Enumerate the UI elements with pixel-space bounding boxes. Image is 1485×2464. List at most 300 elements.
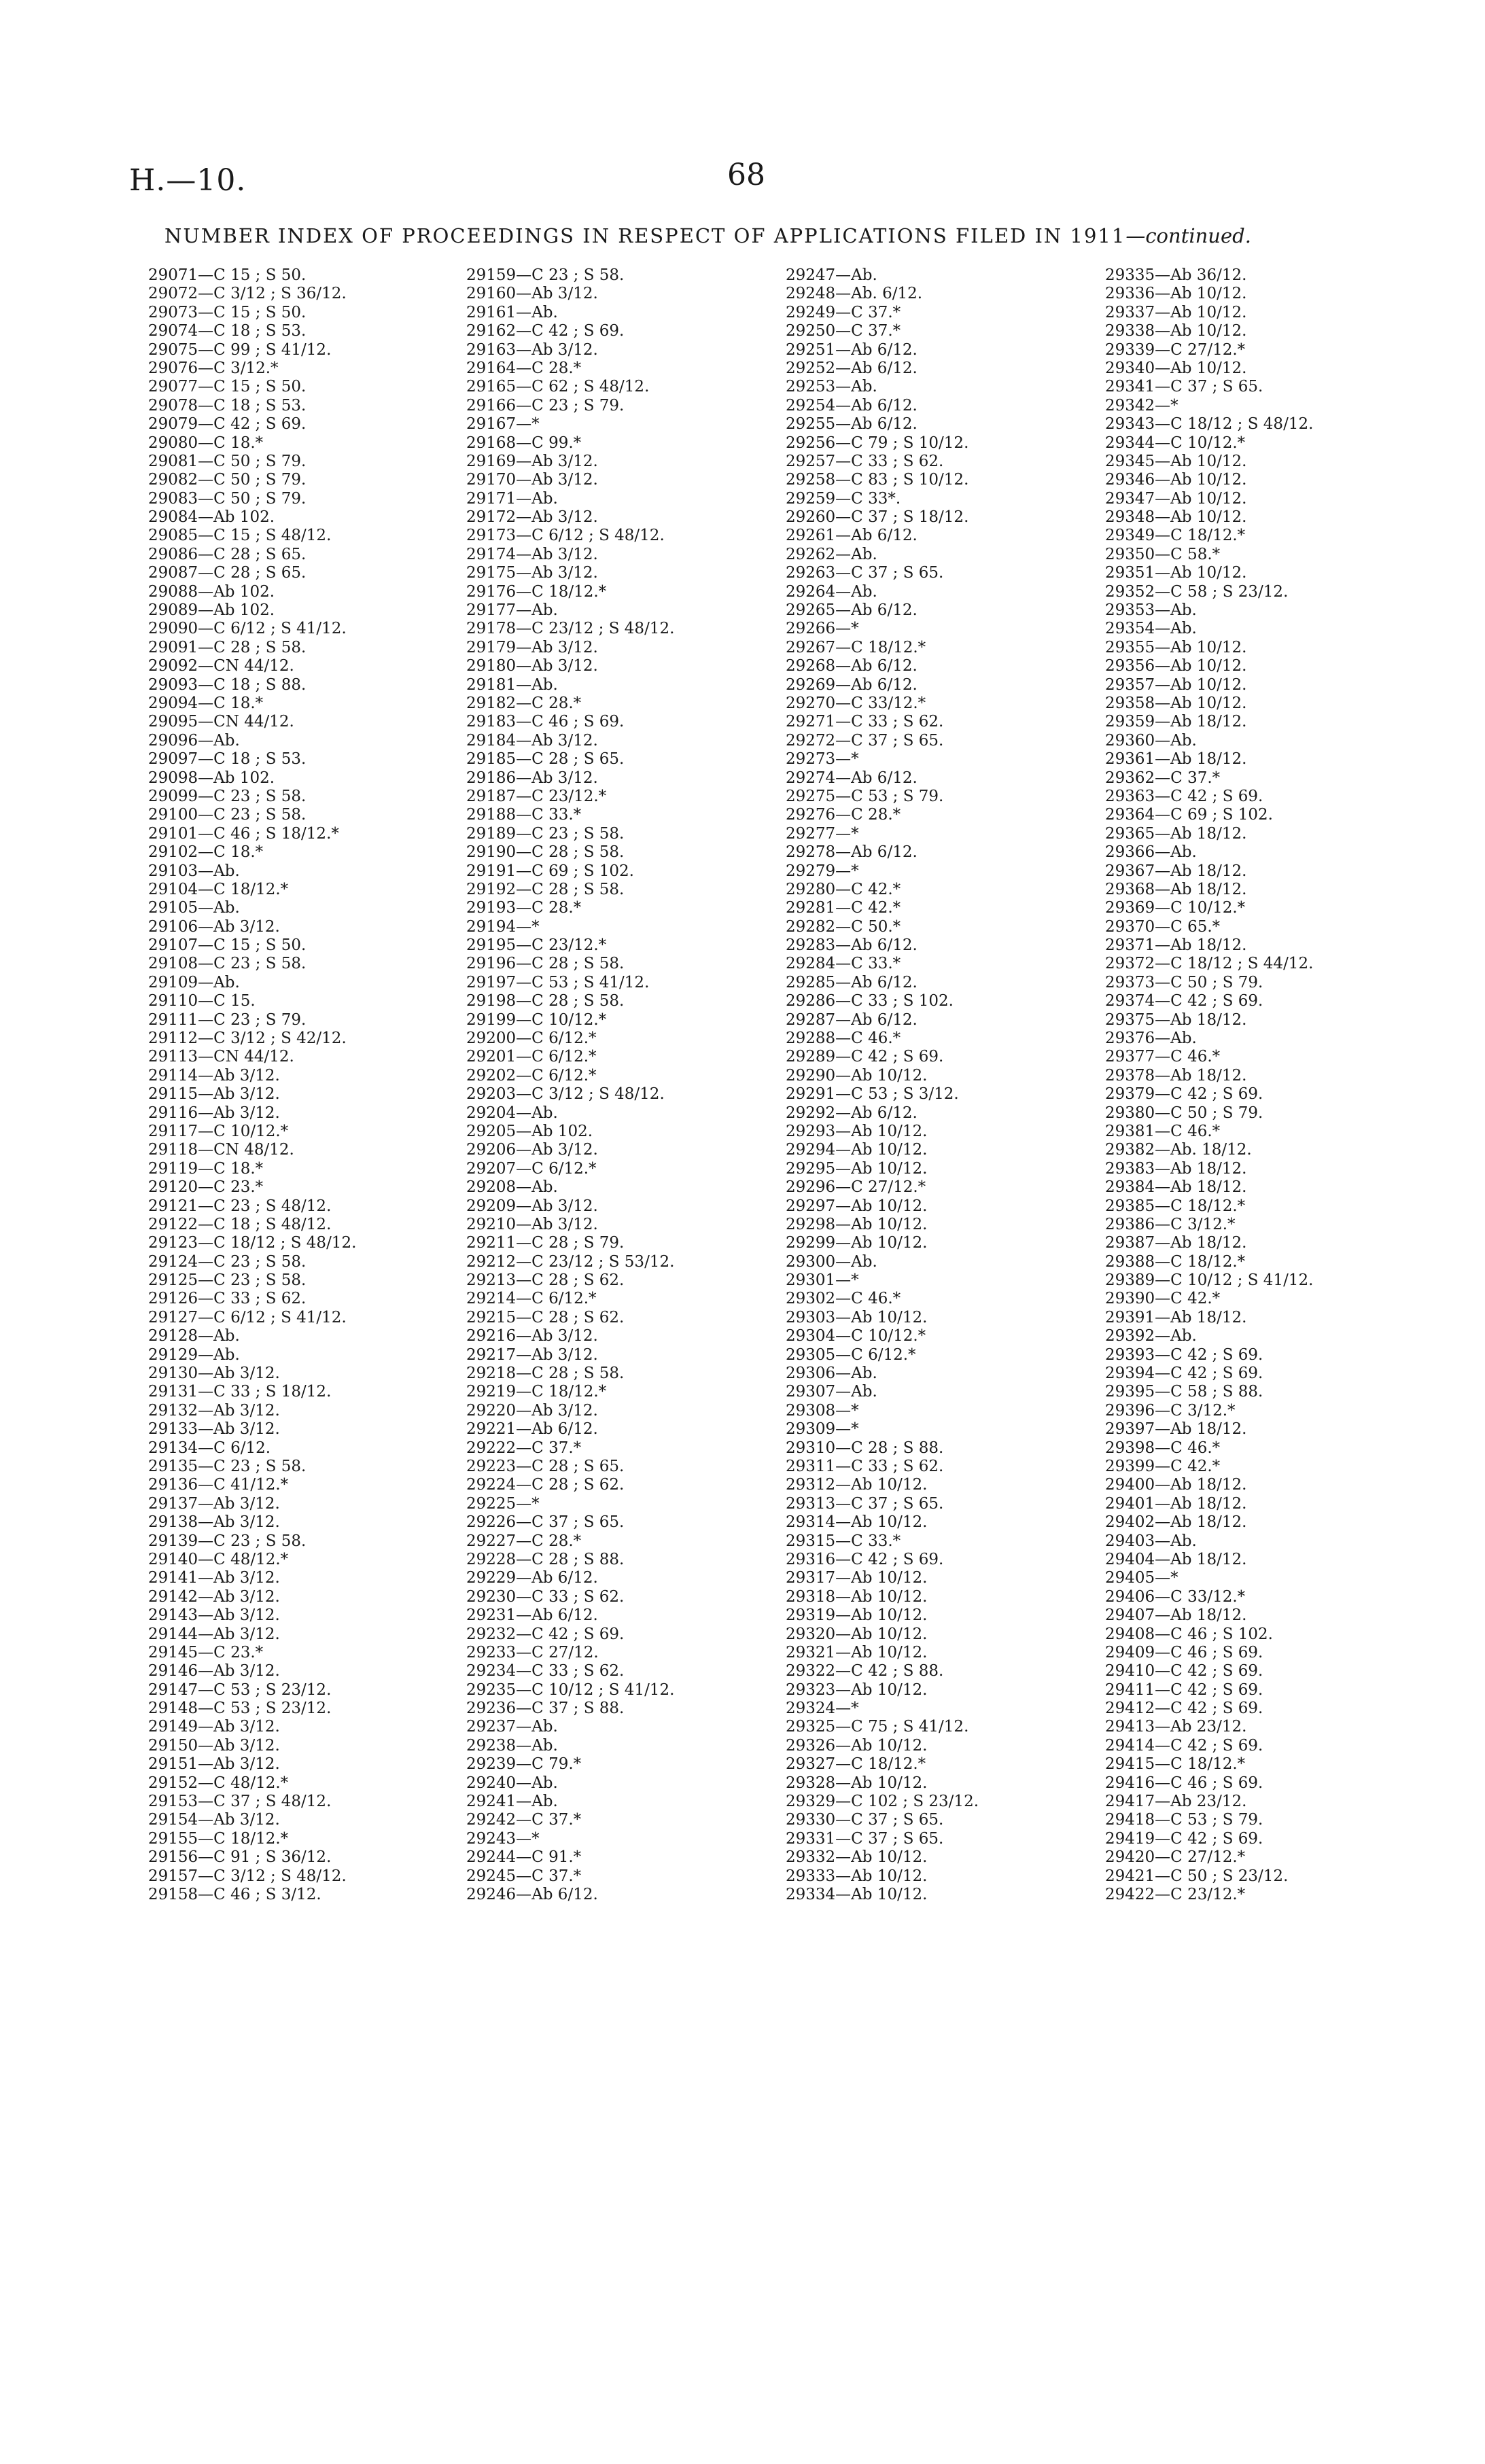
index-entry: 29411—C 42 ; S 69. — [1105, 1680, 1263, 1699]
index-entry: 29182—C 28.* — [466, 694, 582, 712]
index-entry: 29206—Ab 3/12. — [466, 1141, 598, 1159]
index-entry: 29225—* — [466, 1494, 540, 1513]
index-column-1 — [148, 266, 461, 1904]
index-entry: 29242—C 37.* — [466, 1811, 582, 1829]
index-entry: 29402—Ab 18/12. — [1105, 1513, 1247, 1532]
index-entry: 29346—Ab 10/12. — [1105, 471, 1247, 489]
index-entry: 29083—C 50 ; S 79. — [148, 489, 307, 508]
index-entry: 29217—Ab 3/12. — [466, 1345, 598, 1364]
index-entry: 29222—C 37.* — [466, 1439, 582, 1457]
index-entry: 29253—Ab. — [786, 378, 877, 396]
index-entry: 29335—Ab 36/12. — [1105, 266, 1247, 284]
index-entry: 29220—Ab 3/12. — [466, 1401, 598, 1420]
index-entry: 29157—C 3/12 ; S 48/12. — [148, 1867, 347, 1885]
index-entry: 29133—Ab 3/12. — [148, 1420, 280, 1439]
index-entry: 29248—Ab. 6/12. — [786, 285, 923, 303]
index-entry: 29404—Ab 18/12. — [1105, 1550, 1247, 1568]
index-entry: 29071—C 15 ; S 50. — [148, 266, 307, 284]
index-entry: 29255—Ab 6/12. — [786, 415, 918, 434]
index-entry: 29294—Ab 10/12. — [786, 1141, 928, 1159]
index-entry: 29385—C 18/12.* — [1105, 1197, 1246, 1215]
index-entry: 29076—C 3/12.* — [148, 359, 279, 377]
index-entry: 29372—C 18/12 ; S 44/12. — [1105, 955, 1314, 973]
index-entry: 29177—Ab. — [466, 601, 558, 620]
index-entry: 29077—C 15 ; S 50. — [148, 378, 307, 396]
index-entry: 29178—C 23/12 ; S 48/12. — [466, 620, 675, 638]
index-entry: 29241—Ab. — [466, 1793, 558, 1811]
index-entry: 29145—C 23.* — [148, 1643, 264, 1661]
index-entry: 29127—C 6/12 ; S 41/12. — [148, 1308, 347, 1326]
index-entry: 29243—* — [466, 1829, 540, 1848]
index-entry: 29084—Ab 102. — [148, 508, 275, 527]
index-entry: 29305—C 6/12.* — [786, 1345, 916, 1364]
index-entry: 29149—Ab 3/12. — [148, 1718, 280, 1736]
index-entry: 29394—C 42 ; S 69. — [1105, 1365, 1263, 1383]
index-entry: 29384—Ab 18/12. — [1105, 1178, 1247, 1197]
index-entry: 29367—Ab 18/12. — [1105, 862, 1247, 880]
index-entry: 29307—Ab. — [786, 1383, 877, 1401]
index-entry: 29186—Ab 3/12. — [466, 769, 598, 787]
index-entry: 29165—C 62 ; S 48/12. — [466, 378, 650, 396]
index-entry: 29356—Ab 10/12. — [1105, 657, 1247, 675]
index-entry: 29415—C 18/12.* — [1105, 1755, 1246, 1774]
index-entry: 29244—C 91.* — [466, 1848, 582, 1867]
index-entry: 29338—Ab 10/12. — [1105, 322, 1247, 340]
index-entry: 29215—C 28 ; S 62. — [466, 1308, 625, 1326]
index-entry: 29117—C 10/12.* — [148, 1122, 289, 1140]
index-entry: 29376—Ab. — [1105, 1029, 1197, 1048]
index-entry: 29283—Ab 6/12. — [786, 936, 918, 955]
index-entry: 29413—Ab 23/12. — [1105, 1718, 1247, 1736]
index-entry: 29095—CN 44/12. — [148, 713, 294, 731]
index-entry: 29327—C 18/12.* — [786, 1755, 926, 1774]
index-entry: 29308—* — [786, 1401, 859, 1420]
index-entry: 29128—Ab. — [148, 1327, 240, 1345]
index-entry: 29107—C 15 ; S 50. — [148, 936, 307, 955]
index-entry: 29306—Ab. — [786, 1365, 877, 1383]
index-entry: 29131—C 33 ; S 18/12. — [148, 1383, 332, 1401]
index-entry: 29299—Ab 10/12. — [786, 1234, 928, 1252]
index-entry: 29151—Ab 3/12. — [148, 1755, 280, 1774]
index-entry: 29166—C 23 ; S 79. — [466, 396, 625, 415]
index-entry: 29216—Ab 3/12. — [466, 1327, 598, 1345]
index-entry: 29238—Ab. — [466, 1736, 558, 1755]
index-entry: 29111—C 23 ; S 79. — [148, 1010, 307, 1029]
index-entry: 29409—C 46 ; S 69. — [1105, 1643, 1263, 1661]
index-entry: 29188—C 33.* — [466, 806, 582, 824]
index-entry: 29349—C 18/12.* — [1105, 527, 1246, 545]
index-entry: 29219—C 18/12.* — [466, 1383, 607, 1401]
index-entry: 29412—C 42 ; S 69. — [1105, 1700, 1263, 1718]
index-entry: 29256—C 79 ; S 10/12. — [786, 434, 969, 452]
index-entry: 29120—C 23.* — [148, 1178, 264, 1197]
index-entry: 29232—C 42 ; S 69. — [466, 1625, 625, 1643]
index-entry: 29331—C 37 ; S 65. — [786, 1829, 944, 1848]
index-entry: 29121—C 23 ; S 48/12. — [148, 1197, 332, 1215]
index-entry: 29311—C 33 ; S 62. — [786, 1458, 944, 1475]
index-entry: 29321—Ab 10/12. — [786, 1643, 928, 1661]
index-entry: 29350—C 58.* — [1105, 545, 1221, 563]
index-entry: 29296—C 27/12.* — [786, 1178, 926, 1197]
index-entry: 29203—C 3/12 ; S 48/12. — [466, 1085, 665, 1104]
index-entry: 29287—Ab 6/12. — [786, 1010, 918, 1029]
index-entry: 29278—Ab 6/12. — [786, 843, 918, 862]
index-column-3 — [786, 266, 1098, 1904]
index-entry: 29421—C 50 ; S 23/12. — [1105, 1867, 1289, 1885]
index-entry: 29176—C 18/12.* — [466, 582, 607, 601]
index-entry: 29180—Ab 3/12. — [466, 657, 598, 675]
index-entry: 29289—C 42 ; S 69. — [786, 1048, 944, 1066]
heading-title: NUMBER INDEX OF PROCEEDINGS IN RESPECT OF APPLICATIONS FILED IN 1911 — [164, 224, 1126, 247]
index-entry: 29164—C 28.* — [466, 359, 582, 377]
index-entry: 29288—C 46.* — [786, 1029, 901, 1048]
page-number: 68 — [727, 158, 765, 192]
index-entry: 29184—Ab 3/12. — [466, 731, 598, 750]
index-entry: 29233—C 27/12. — [466, 1643, 599, 1661]
index-entry: 29417—Ab 23/12. — [1105, 1793, 1247, 1811]
index-entry: 29210—Ab 3/12. — [466, 1215, 598, 1233]
index-entry: 29106—Ab 3/12. — [148, 917, 280, 936]
index-entry: 29314—Ab 10/12. — [786, 1513, 928, 1532]
index-entry: 29179—Ab 3/12. — [466, 638, 598, 656]
index-entry: 29200—C 6/12.* — [466, 1029, 597, 1048]
index-entry: 29328—Ab 10/12. — [786, 1774, 928, 1792]
index-entry: 29170—Ab 3/12. — [466, 471, 598, 489]
index-entry: 29354—Ab. — [1105, 620, 1197, 638]
index-entry: 29295—Ab 10/12. — [786, 1159, 928, 1178]
index-entry: 29381—C 46.* — [1105, 1122, 1221, 1140]
index-entry: 29377—C 46.* — [1105, 1048, 1221, 1066]
index-entry: 29090—C 6/12 ; S 41/12. — [148, 620, 347, 638]
index-entry: 29312—Ab 10/12. — [786, 1476, 928, 1494]
index-entry: 29136—C 41/12.* — [148, 1476, 289, 1494]
index-entry: 29196—C 28 ; S 58. — [466, 955, 625, 973]
index-entry: 29403—Ab. — [1105, 1532, 1197, 1550]
index-entry: 29342—* — [1105, 396, 1178, 415]
index-entry: 29388—C 18/12.* — [1105, 1252, 1246, 1271]
index-entry: 29282—C 50.* — [786, 917, 901, 936]
index-entry: 29229—Ab 6/12. — [466, 1569, 598, 1587]
index-entry: 29146—Ab 3/12. — [148, 1662, 280, 1680]
index-entry: 29209—Ab 3/12. — [466, 1197, 598, 1215]
index-entry: 29153—C 37 ; S 48/12. — [148, 1793, 332, 1811]
index-entry: 29163—Ab 3/12. — [466, 340, 598, 359]
index-entry: 29158—C 46 ; S 3/12. — [148, 1885, 321, 1903]
index-entry: 29370—C 65.* — [1105, 917, 1221, 936]
index-entry: 29387—Ab 18/12. — [1105, 1234, 1247, 1252]
index-entry: 29369—C 10/12.* — [1105, 899, 1246, 917]
index-entry: 29097—C 18 ; S 53. — [148, 750, 307, 769]
index-entry: 29152—C 48/12.* — [148, 1774, 289, 1792]
index-entry: 29139—C 23 ; S 58. — [148, 1532, 307, 1550]
index-entry: 29235—C 10/12 ; S 41/12. — [466, 1680, 675, 1699]
heading-continued: —continued. — [1125, 224, 1251, 247]
index-entry: 29138—Ab 3/12. — [148, 1513, 280, 1532]
index-entry: 29212—C 23/12 ; S 53/12. — [466, 1252, 675, 1271]
index-entry: 29273—* — [786, 750, 859, 769]
index-entry: 29246—Ab 6/12. — [466, 1885, 598, 1903]
index-entry: 29199—C 10/12.* — [466, 1010, 607, 1029]
index-entry: 29185—C 28 ; S 65. — [466, 750, 625, 769]
index-entry: 29325—C 75 ; S 41/12. — [786, 1718, 969, 1736]
index-entry: 29371—Ab 18/12. — [1105, 936, 1247, 955]
index-entry: 29080—C 18.* — [148, 434, 264, 452]
index-entry: 29129—Ab. — [148, 1345, 240, 1364]
index-entry: 29147—C 53 ; S 23/12. — [148, 1680, 332, 1699]
index-entry: 29406—C 33/12.* — [1105, 1587, 1246, 1606]
index-entry: 29126—C 33 ; S 62. — [148, 1290, 307, 1308]
index-entry: 29240—Ab. — [466, 1774, 558, 1792]
index-entry: 29089—Ab 102. — [148, 601, 275, 620]
index-entry: 29218—C 28 ; S 58. — [466, 1365, 625, 1383]
index-entry: 29276—C 28.* — [786, 806, 901, 824]
index-entry: 29267—C 18/12.* — [786, 638, 926, 656]
index-entry: 29357—Ab 10/12. — [1105, 675, 1247, 694]
index-entry: 29380—C 50 ; S 79. — [1105, 1104, 1263, 1122]
index-entry: 29075—C 99 ; S 41/12. — [148, 340, 332, 359]
index-entry: 29266—* — [786, 620, 859, 638]
index-entry: 29263—C 37 ; S 65. — [786, 564, 944, 582]
index-entry: 29407—Ab 18/12. — [1105, 1606, 1247, 1625]
index-entry: 29207—C 6/12.* — [466, 1159, 597, 1178]
index-entry: 29333—Ab 10/12. — [786, 1867, 928, 1885]
index-entry: 29227—C 28.* — [466, 1532, 582, 1550]
index-entry: 29363—C 42 ; S 69. — [1105, 787, 1263, 805]
index-entry: 29169—Ab 3/12. — [466, 452, 598, 470]
index-entry: 29386—C 3/12.* — [1105, 1215, 1236, 1233]
index-entry: 29353—Ab. — [1105, 601, 1197, 620]
index-entry: 29375—Ab 18/12. — [1105, 1010, 1247, 1029]
index-entry: 29257—C 33 ; S 62. — [786, 452, 944, 470]
index-entry: 29191—C 69 ; S 102. — [466, 862, 634, 880]
index-entry: 29395—C 58 ; S 88. — [1105, 1383, 1263, 1401]
index-entry: 29221—Ab 6/12. — [466, 1420, 598, 1439]
index-entry: 29112—C 3/12 ; S 42/12. — [148, 1029, 347, 1048]
index-entry: 29268—Ab 6/12. — [786, 657, 918, 675]
index-entry: 29074—C 18 ; S 53. — [148, 322, 307, 340]
index-entry: 29262—Ab. — [786, 545, 877, 563]
index-entry: 29104—C 18/12.* — [148, 880, 289, 898]
index-entry: 29194—* — [466, 917, 540, 936]
index-entry: 29168—C 99.* — [466, 434, 582, 452]
index-entry: 29260—C 37 ; S 18/12. — [786, 508, 969, 527]
index-entry: 29093—C 18 ; S 88. — [148, 675, 307, 694]
index-entry: 29301—* — [786, 1271, 859, 1290]
index-entry: 29137—Ab 3/12. — [148, 1494, 280, 1513]
index-entry: 29114—Ab 3/12. — [148, 1066, 280, 1085]
index-entry: 29073—C 15 ; S 50. — [148, 303, 307, 321]
index-entry: 29162—C 42 ; S 69. — [466, 322, 625, 340]
index-entry: 29172—Ab 3/12. — [466, 508, 598, 527]
index-entry: 29228—C 28 ; S 88. — [466, 1550, 625, 1568]
index-column-4 — [1105, 266, 1418, 1904]
index-entry: 29355—Ab 10/12. — [1105, 638, 1247, 656]
index-entry: 29265—Ab 6/12. — [786, 601, 918, 620]
index-entry: 29329—C 102 ; S 23/12. — [786, 1793, 979, 1811]
index-entry: 29324—* — [786, 1700, 859, 1718]
index-entry: 29155—C 18/12.* — [148, 1829, 289, 1848]
index-entry: 29247—Ab. — [786, 266, 877, 284]
index-entry: 29226—C 37 ; S 65. — [466, 1513, 625, 1532]
index-entry: 29274—Ab 6/12. — [786, 769, 918, 787]
index-entry: 29201—C 6/12.* — [466, 1048, 597, 1066]
index-entry: 29374—C 42 ; S 69. — [1105, 992, 1263, 1010]
index-entry: 29122—C 18 ; S 48/12. — [148, 1215, 332, 1233]
index-entry: 29156—C 91 ; S 36/12. — [148, 1848, 332, 1867]
index-entry: 29336—Ab 10/12. — [1105, 285, 1247, 303]
index-entry: 29101—C 46 ; S 18/12.* — [148, 824, 339, 843]
index-entry: 29293—Ab 10/12. — [786, 1122, 928, 1140]
index-entry: 29130—Ab 3/12. — [148, 1365, 280, 1383]
index-entry: 29344—C 10/12.* — [1105, 434, 1246, 452]
index-entry: 29284—C 33.* — [786, 955, 901, 973]
index-entry: 29116—Ab 3/12. — [148, 1104, 280, 1122]
index-entry: 29334—Ab 10/12. — [786, 1885, 928, 1903]
index-entry: 29239—C 79.* — [466, 1755, 582, 1774]
index-entry: 29183—C 46 ; S 69. — [466, 713, 625, 731]
index-entry: 29154—Ab 3/12. — [148, 1811, 280, 1829]
index-entry: 29313—C 37 ; S 65. — [786, 1494, 944, 1513]
index-entry: 29366—Ab. — [1105, 843, 1197, 862]
index-entry: 29422—C 23/12.* — [1105, 1885, 1246, 1903]
index-entry: 29088—Ab 102. — [148, 582, 275, 601]
index-entry: 29275—C 53 ; S 79. — [786, 787, 944, 805]
index-entry: 29361—Ab 18/12. — [1105, 750, 1247, 769]
index-columns — [148, 266, 1385, 2278]
index-entry: 29272—C 37 ; S 65. — [786, 731, 944, 750]
index-entry: 29091—C 28 ; S 58. — [148, 638, 307, 656]
index-entry: 29364—C 69 ; S 102. — [1105, 806, 1273, 824]
index-entry: 29264—Ab. — [786, 582, 877, 601]
index-entry: 29173—C 6/12 ; S 48/12. — [466, 527, 665, 545]
index-entry: 29418—C 53 ; S 79. — [1105, 1811, 1263, 1829]
index-entry: 29419—C 42 ; S 69. — [1105, 1829, 1263, 1848]
index-entry: 29094—C 18.* — [148, 694, 264, 712]
index-entry: 29197—C 53 ; S 41/12. — [466, 973, 650, 991]
index-entry: 29148—C 53 ; S 23/12. — [148, 1700, 332, 1718]
index-entry: 29401—Ab 18/12. — [1105, 1494, 1247, 1513]
index-entry: 29416—C 46 ; S 69. — [1105, 1774, 1263, 1792]
index-entry: 29245—C 37.* — [466, 1867, 582, 1885]
index-entry: 29181—Ab. — [466, 675, 558, 694]
index-entry: 29135—C 23 ; S 58. — [148, 1458, 307, 1475]
index-entry: 29297—Ab 10/12. — [786, 1197, 928, 1215]
index-entry: 29252—Ab 6/12. — [786, 359, 918, 377]
index-entry: 29119—C 18.* — [148, 1159, 264, 1178]
index-entry: 29251—Ab 6/12. — [786, 340, 918, 359]
index-entry: 29249—C 37.* — [786, 303, 901, 321]
index-entry: 29205—Ab 102. — [466, 1122, 593, 1140]
index-entry: 29277—* — [786, 824, 859, 843]
index-entry: 29323—Ab 10/12. — [786, 1680, 928, 1699]
index-entry: 29110—C 15. — [148, 992, 256, 1010]
index-entry: 29326—Ab 10/12. — [786, 1736, 928, 1755]
index-entry: 29285—Ab 6/12. — [786, 973, 918, 991]
index-entry: 29230—C 33 ; S 62. — [466, 1587, 625, 1606]
index-entry: 29115—Ab 3/12. — [148, 1085, 280, 1104]
index-entry: 29358—Ab 10/12. — [1105, 694, 1247, 712]
index-entry: 29315—C 33.* — [786, 1532, 901, 1550]
index-entry: 29160—Ab 3/12. — [466, 285, 598, 303]
index-entry: 29389—C 10/12 ; S 41/12. — [1105, 1271, 1314, 1290]
index-entry: 29373—C 50 ; S 79. — [1105, 973, 1263, 991]
index-entry: 29396—C 3/12.* — [1105, 1401, 1236, 1420]
index-entry: 29258—C 83 ; S 10/12. — [786, 471, 969, 489]
index-entry: 29082—C 50 ; S 79. — [148, 471, 307, 489]
index-entry: 29345—Ab 10/12. — [1105, 452, 1247, 470]
index-entry: 29337—Ab 10/12. — [1105, 303, 1247, 321]
index-entry: 29134—C 6/12. — [148, 1439, 271, 1457]
index-entry: 29171—Ab. — [466, 489, 558, 508]
index-entry: 29400—Ab 18/12. — [1105, 1476, 1247, 1494]
index-entry: 29100—C 23 ; S 58. — [148, 806, 307, 824]
index-entry: 29096—Ab. — [148, 731, 240, 750]
index-entry: 29279—* — [786, 862, 859, 880]
index-entry: 29310—C 28 ; S 88. — [786, 1439, 944, 1457]
index-entry: 29309—* — [786, 1420, 859, 1439]
index-entry: 29125—C 23 ; S 58. — [148, 1271, 307, 1290]
index-entry: 29142—Ab 3/12. — [148, 1587, 280, 1606]
index-entry: 29187—C 23/12.* — [466, 787, 607, 805]
index-entry: 29190—C 28 ; S 58. — [466, 843, 625, 862]
index-entry: 29195—C 23/12.* — [466, 936, 607, 955]
index-entry: 29280—C 42.* — [786, 880, 901, 898]
index-entry: 29319—Ab 10/12. — [786, 1606, 928, 1625]
index-entry: 29204—Ab. — [466, 1104, 558, 1122]
index-entry: 29208—Ab. — [466, 1178, 558, 1197]
index-entry: 29132—Ab 3/12. — [148, 1401, 280, 1420]
index-entry: 29174—Ab 3/12. — [466, 545, 598, 563]
index-entry: 29175—Ab 3/12. — [466, 564, 598, 582]
index-entry: 29092—CN 44/12. — [148, 657, 294, 675]
index-entry: 29099—C 23 ; S 58. — [148, 787, 307, 805]
index-entry: 29316—C 42 ; S 69. — [786, 1550, 944, 1568]
index-entry: 29231—Ab 6/12. — [466, 1606, 598, 1625]
index-entry: 29343—C 18/12 ; S 48/12. — [1105, 415, 1314, 434]
index-entry: 29341—C 37 ; S 65. — [1105, 378, 1263, 396]
index-entry: 29086—C 28 ; S 65. — [148, 545, 307, 563]
index-entry: 29109—Ab. — [148, 973, 240, 991]
index-entry: 29167—* — [466, 415, 540, 434]
index-entry: 29087—C 28 ; S 65. — [148, 564, 307, 582]
index-entry: 29347—Ab 10/12. — [1105, 489, 1247, 508]
index-entry: 29340—Ab 10/12. — [1105, 359, 1247, 377]
index-entry: 29391—Ab 18/12. — [1105, 1308, 1247, 1326]
index-entry: 29078—C 18 ; S 53. — [148, 396, 307, 415]
index-entry: 29351—Ab 10/12. — [1105, 564, 1247, 582]
index-entry: 29192—C 28 ; S 58. — [466, 880, 625, 898]
index-entry: 29360—Ab. — [1105, 731, 1197, 750]
index-entry: 29236—C 37 ; S 88. — [466, 1700, 625, 1718]
index-entry: 29392—Ab. — [1105, 1327, 1197, 1345]
index-entry: 29118—CN 48/12. — [148, 1141, 294, 1159]
index-entry: 29397—Ab 18/12. — [1105, 1420, 1247, 1439]
index-entry: 29123—C 18/12 ; S 48/12. — [148, 1234, 357, 1252]
index-entry: 29408—C 46 ; S 102. — [1105, 1625, 1273, 1643]
index-entry: 29072—C 3/12 ; S 36/12. — [148, 285, 347, 303]
index-entry: 29281—C 42.* — [786, 899, 901, 917]
index-entry: 29352—C 58 ; S 23/12. — [1105, 582, 1289, 601]
index-entry: 29378—Ab 18/12. — [1105, 1066, 1247, 1085]
index-entry: 29330—C 37 ; S 65. — [786, 1811, 944, 1829]
index-entry: 29317—Ab 10/12. — [786, 1569, 928, 1587]
index-entry: 29150—Ab 3/12. — [148, 1736, 280, 1755]
index-entry: 29234—C 33 ; S 62. — [466, 1662, 625, 1680]
index-entry: 29368—Ab 18/12. — [1105, 880, 1247, 898]
index-entry: 29320—Ab 10/12. — [786, 1625, 928, 1643]
index-entry: 29362—C 37.* — [1105, 769, 1221, 787]
index-entry: 29286—C 33 ; S 102. — [786, 992, 954, 1010]
